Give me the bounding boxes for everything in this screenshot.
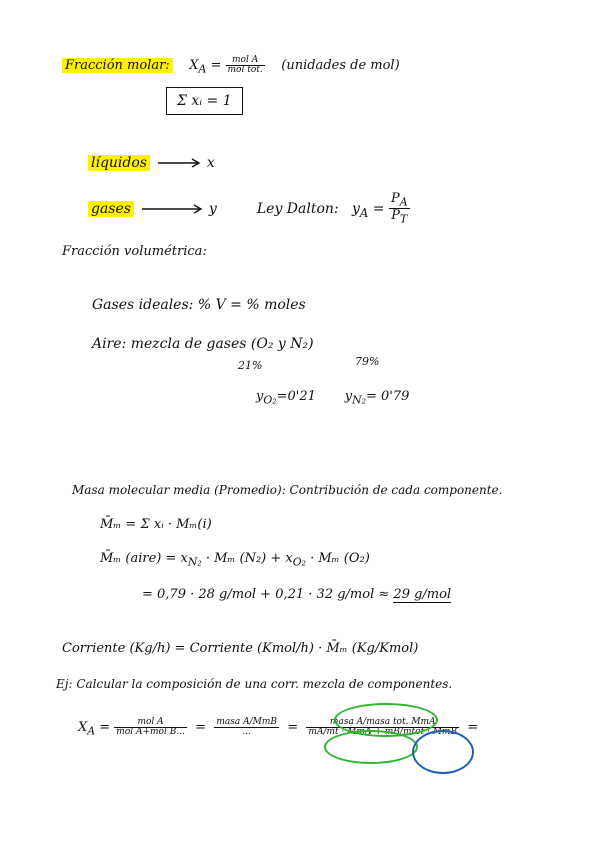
dalton-fraction: $\frac{P_A}{P_T}$ xyxy=(390,191,408,227)
example-frac-1: $\frac{\text{mol A}}{\text{mol A+mol B...}}$ xyxy=(116,717,185,737)
example-equation: $X_A$ = $\frac{\text{mol A}}{\text{mol A+mol B...}}$ = $\frac{\text{masa A/MmB}}{...}$ = $\frac{\text{masa A/masa tot. MmA}}{\text{mA/mt · MmA + mB/mtot · MmB}}$ = xyxy=(78,717,479,738)
arrow-right-icon xyxy=(154,158,202,168)
molar-units: (unidades de mol) xyxy=(281,58,400,73)
liquid-line: líquidos x xyxy=(88,156,215,170)
sum-box-wrap xyxy=(166,94,243,108)
mm-air: M̄ₘ (aire) = $x_{N_2} \cdot M_m$ $(N_2) + x_{O_2} \cdot M_m$ (O₂) xyxy=(100,551,370,569)
molar-label: Fracción molar: xyxy=(62,58,173,73)
n2-percent: 79% xyxy=(355,355,380,368)
dalton-label: Ley Dalton: xyxy=(256,200,339,217)
example-label: Ej: Calcular la composición de una corr. mezcla de componentes. xyxy=(56,677,453,691)
liquid-label: líquidos xyxy=(88,155,150,171)
ideal-gases-line: Gases ideales: % V = % moles xyxy=(92,297,306,313)
y-values-line xyxy=(256,390,409,406)
gas-label: gases xyxy=(88,201,134,217)
yn2: $y_{N_2}= 0'79$ xyxy=(344,389,410,407)
arrow-right-icon xyxy=(138,204,204,214)
xa-symbol: $X_A$ xyxy=(189,58,207,76)
o2-percent: 21% xyxy=(238,359,263,372)
yo2: $y_{O_2}=0'21$ xyxy=(256,389,316,407)
molar-line: Fracción molar: $X_A$ = $\frac{\text{mol A}}{\text{mol tot.}}$ (unidades de mol) xyxy=(62,56,400,75)
mm-calc: = 0,79 · 28 g/mol + 0,21 · 32 g/mol ≈ 29 g/mol xyxy=(142,587,452,602)
example-frac-2: $\frac{\text{masa A/MmB}}{...}$ xyxy=(216,717,277,737)
current-line: Corriente (Kg/h) = Corriente (Kmol/h) · M̄ₘ (Kg/Kmol) xyxy=(62,641,419,656)
sum-box: Σ xᵢ = 1 xyxy=(166,87,243,115)
ya-symbol: $y_A$ xyxy=(352,200,369,220)
volumetric-label: Fracción volumétrica: xyxy=(62,244,207,259)
example-frac-3: $\frac{\text{masa A/masa tot. MmA}}{\text{mA/mt · MmA + mB/mtot · MmB}}$ xyxy=(308,717,458,737)
air-line: Aire: mezcla de gases (O₂ y N₂) xyxy=(92,336,314,352)
mm-result: 29 g/mol xyxy=(393,587,452,602)
mm-definition: M̄ₘ = Σ xᵢ · Mₘ(i) xyxy=(100,517,212,532)
molar-fraction: $\frac{\text{mol A}}{\text{mol tot.}}$ xyxy=(227,55,263,75)
gas-line: gases y Ley Dalton: $y_A$ = $\frac{P_A}{P_T}$ xyxy=(88,192,410,226)
example-xa: $X_A$ xyxy=(78,720,96,738)
mass-title: Masa molecular media (Promedio): Contribución de cada componente. xyxy=(72,483,503,497)
